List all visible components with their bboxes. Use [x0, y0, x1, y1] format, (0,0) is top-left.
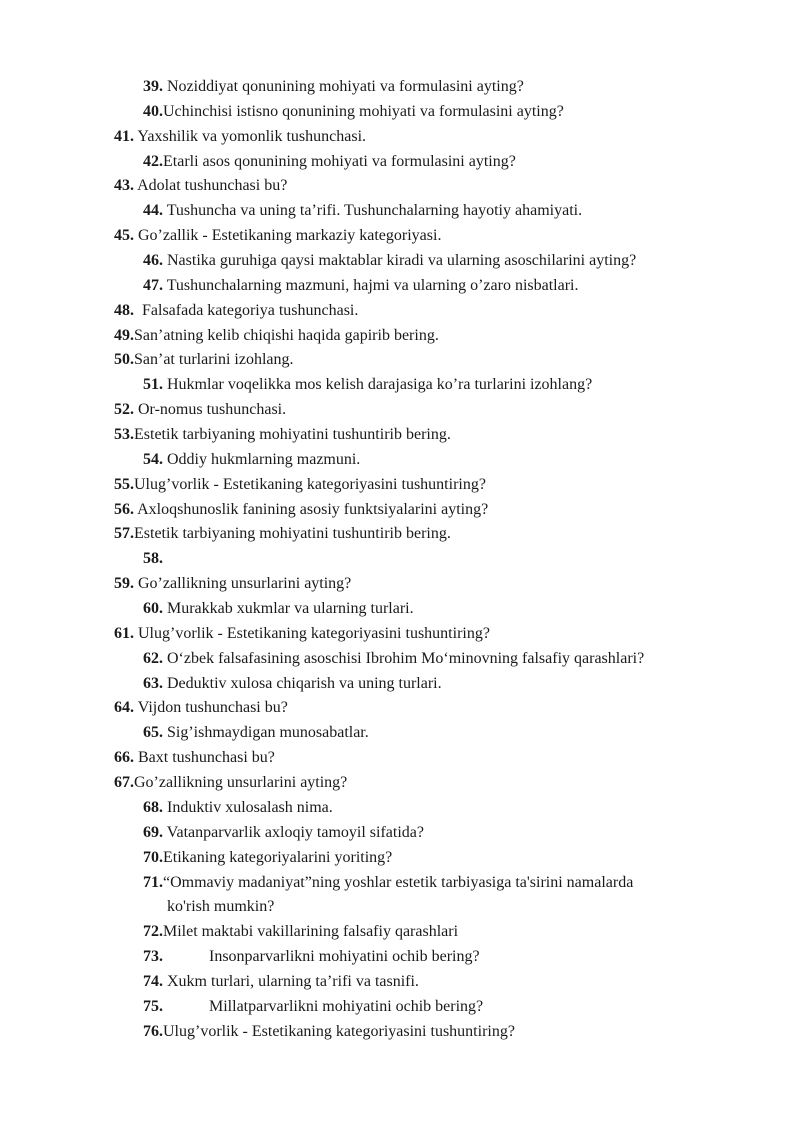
question-number: 74.: [143, 972, 163, 990]
question-text: Adolat tushunchasi bu?: [137, 177, 288, 195]
question-item: [0, 274, 800, 299]
question-text: Deduktiv xulosa chiqarish va uning turlari.: [167, 674, 442, 692]
question-text: Milet maktabi vakillarining falsafiy qarashlari: [163, 923, 459, 941]
question-item: [0, 920, 800, 945]
question-number: 51.: [143, 376, 163, 394]
question-item: [0, 448, 800, 473]
question-text: Hukmlar voqelikka mos kelish darajasiga ko’ra turlarini izohlang?: [167, 376, 593, 394]
question-text: Nastika guruhiga qaysi maktablar kiradi va ularning asoschilarini ayting?: [167, 252, 637, 270]
question-number: 75.: [143, 997, 163, 1015]
question-number: 52.: [114, 401, 134, 419]
question-number: 67.: [114, 774, 134, 792]
question-list: [0, 75, 800, 1045]
question-number: 55.: [114, 475, 134, 493]
question-item: [0, 871, 800, 921]
question-number: 47.: [143, 276, 163, 294]
question-number: 68.: [143, 798, 163, 816]
question-text: Vijdon tushunchasi bu?: [137, 699, 288, 717]
question-number: 65.: [143, 724, 163, 742]
question-number: 69.: [143, 823, 163, 841]
question-item: [0, 746, 800, 771]
question-text: Uchinchisi istisno qonunining mohiyati va formulasini ayting?: [163, 102, 564, 120]
question-text: Etarli asos qonunining mohiyati va formulasini ayting?: [163, 152, 516, 170]
question-number: 56.: [114, 500, 134, 518]
question-text: Noziddiyat qonunining mohiyati va formulasini ayting?: [167, 78, 524, 95]
question-number: 58.: [143, 550, 163, 568]
question-text: Estetik tarbiyaning mohiyatini tushuntirib bering.: [134, 525, 451, 543]
question-number: 45.: [114, 227, 134, 245]
question-item: [0, 995, 800, 1020]
question-item: [0, 771, 800, 796]
question-number: 54.: [143, 450, 163, 468]
question-text: Axloqshunoslik fanining asosiy funktsiyalarini ayting?: [137, 500, 489, 518]
question-number: 50.: [114, 351, 134, 369]
question-number: 44.: [143, 202, 163, 220]
question-item: [0, 150, 800, 175]
question-item: [0, 199, 800, 224]
question-number: 64.: [114, 699, 134, 717]
question-text: Go’zallik - Estetikaning markaziy kategoriyasi.: [138, 227, 442, 245]
question-item: [0, 224, 800, 249]
question-separator: [134, 302, 142, 319]
question-item: [0, 647, 800, 672]
question-text: Vatanparvarlik axloqiy tamoyil sifatida?: [166, 823, 424, 841]
question-item: [0, 100, 800, 125]
question-item: [0, 696, 800, 721]
question-number: 39.: [143, 78, 163, 95]
question-item: [0, 970, 800, 995]
question-number: 72.: [143, 923, 163, 941]
question-text: Estetik tarbiyaning mohiyatini tushuntirib bering.: [134, 426, 451, 444]
question-number: 41.: [114, 127, 134, 145]
question-item: [0, 796, 800, 821]
question-number: 59.: [114, 575, 134, 593]
question-text: Baxt tushunchasi bu?: [138, 749, 275, 767]
question-item: [0, 821, 800, 846]
question-text: Ulug’vorlik - Estetikaning kategoriyasini tushuntiring?: [134, 475, 486, 493]
question-number: 48.: [114, 301, 134, 319]
question-text: “Ommaviy madaniyat”ning yoshlar estetik tarbiyasiga ta'sirini namalarda: [163, 873, 634, 891]
question-item: [0, 174, 800, 199]
question-item: [0, 348, 800, 373]
question-item: [0, 324, 800, 349]
question-number: 63.: [143, 674, 163, 692]
question-text: Induktiv xulosalash nima.: [167, 798, 333, 816]
question-item: [0, 423, 800, 448]
question-number: 70.: [143, 848, 163, 866]
question-item: [0, 249, 800, 274]
question-number: 53.: [114, 426, 134, 444]
question-item: [0, 1020, 800, 1045]
question-item: [0, 373, 800, 398]
question-item: [0, 522, 800, 547]
question-item: [0, 597, 800, 622]
question-text: Insonparvarlikni mohiyatini ochib bering?: [209, 948, 480, 966]
question-text: Yaxshilik va yomonlik tushunchasi.: [137, 127, 367, 145]
question-number: 61.: [114, 624, 134, 642]
question-text-continuation: ko'rish mumkin?: [167, 898, 275, 916]
question-text: Ulug’vorlik - Estetikaning kategoriyasini tushuntiring?: [138, 624, 490, 642]
question-item: [0, 498, 800, 523]
question-text: Oddiy hukmlarning mazmuni.: [167, 450, 361, 468]
question-number: 62.: [143, 649, 163, 667]
question-text: Falsafada kategoriya tushunchasi.: [142, 301, 359, 319]
question-text: O‘zbek falsafasining asoschisi Ibrohim Mo‘minovning falsafiy qarashlari?: [167, 649, 645, 667]
question-number: 76.: [143, 1022, 163, 1040]
question-text: Go’zallikning unsurlarini ayting?: [138, 575, 352, 593]
question-text: Xukm turlari, ularning ta’rifi va tasnifi.: [167, 972, 419, 990]
question-item: [0, 398, 800, 423]
question-number: 43.: [114, 177, 134, 195]
question-item: [0, 125, 800, 150]
question-text: Millatparvarlikni mohiyatini ochib bering?: [209, 997, 484, 1015]
question-number: 73.: [143, 948, 163, 966]
question-item: [0, 547, 800, 572]
question-text: San’atning kelib chiqishi haqida gapirib bering.: [134, 326, 439, 344]
question-item: [0, 473, 800, 498]
question-text: Murakkab xukmlar va ularning turlari.: [167, 600, 414, 618]
question-number: 42.: [143, 152, 163, 170]
question-number: 60.: [143, 600, 163, 618]
question-text: Or-nomus tushunchasi.: [138, 401, 287, 419]
question-text: San’at turlarini izohlang.: [134, 351, 294, 369]
question-number: 71.: [143, 873, 163, 891]
question-item: [0, 945, 800, 970]
question-item: [0, 299, 800, 324]
question-number: 46.: [143, 252, 163, 270]
question-item: [0, 622, 800, 647]
question-item: [0, 572, 800, 597]
question-text: Tushuncha va uning ta’rifi. Tushunchalarning hayotiy ahamiyati.: [166, 202, 583, 220]
question-number: 57.: [114, 525, 134, 543]
question-text: Sig’ishmaydigan munosabatlar.: [167, 724, 369, 742]
question-number: 49.: [114, 326, 134, 344]
question-text: Ulug’vorlik - Estetikaning kategoriyasini tushuntiring?: [163, 1022, 515, 1040]
question-item: [0, 721, 800, 746]
question-text: Go’zallikning unsurlarini ayting?: [134, 774, 348, 792]
question-item: [0, 672, 800, 697]
question-number: 66.: [114, 749, 134, 767]
question-text: Etikaning kategoriyalarini yoriting?: [163, 848, 393, 866]
question-item: [0, 846, 800, 871]
question-text: Tushunchalarning mazmuni, hajmi va ularning o’zaro nisbatlari.: [166, 276, 579, 294]
question-item: [0, 75, 800, 100]
question-number: 40.: [143, 102, 163, 120]
